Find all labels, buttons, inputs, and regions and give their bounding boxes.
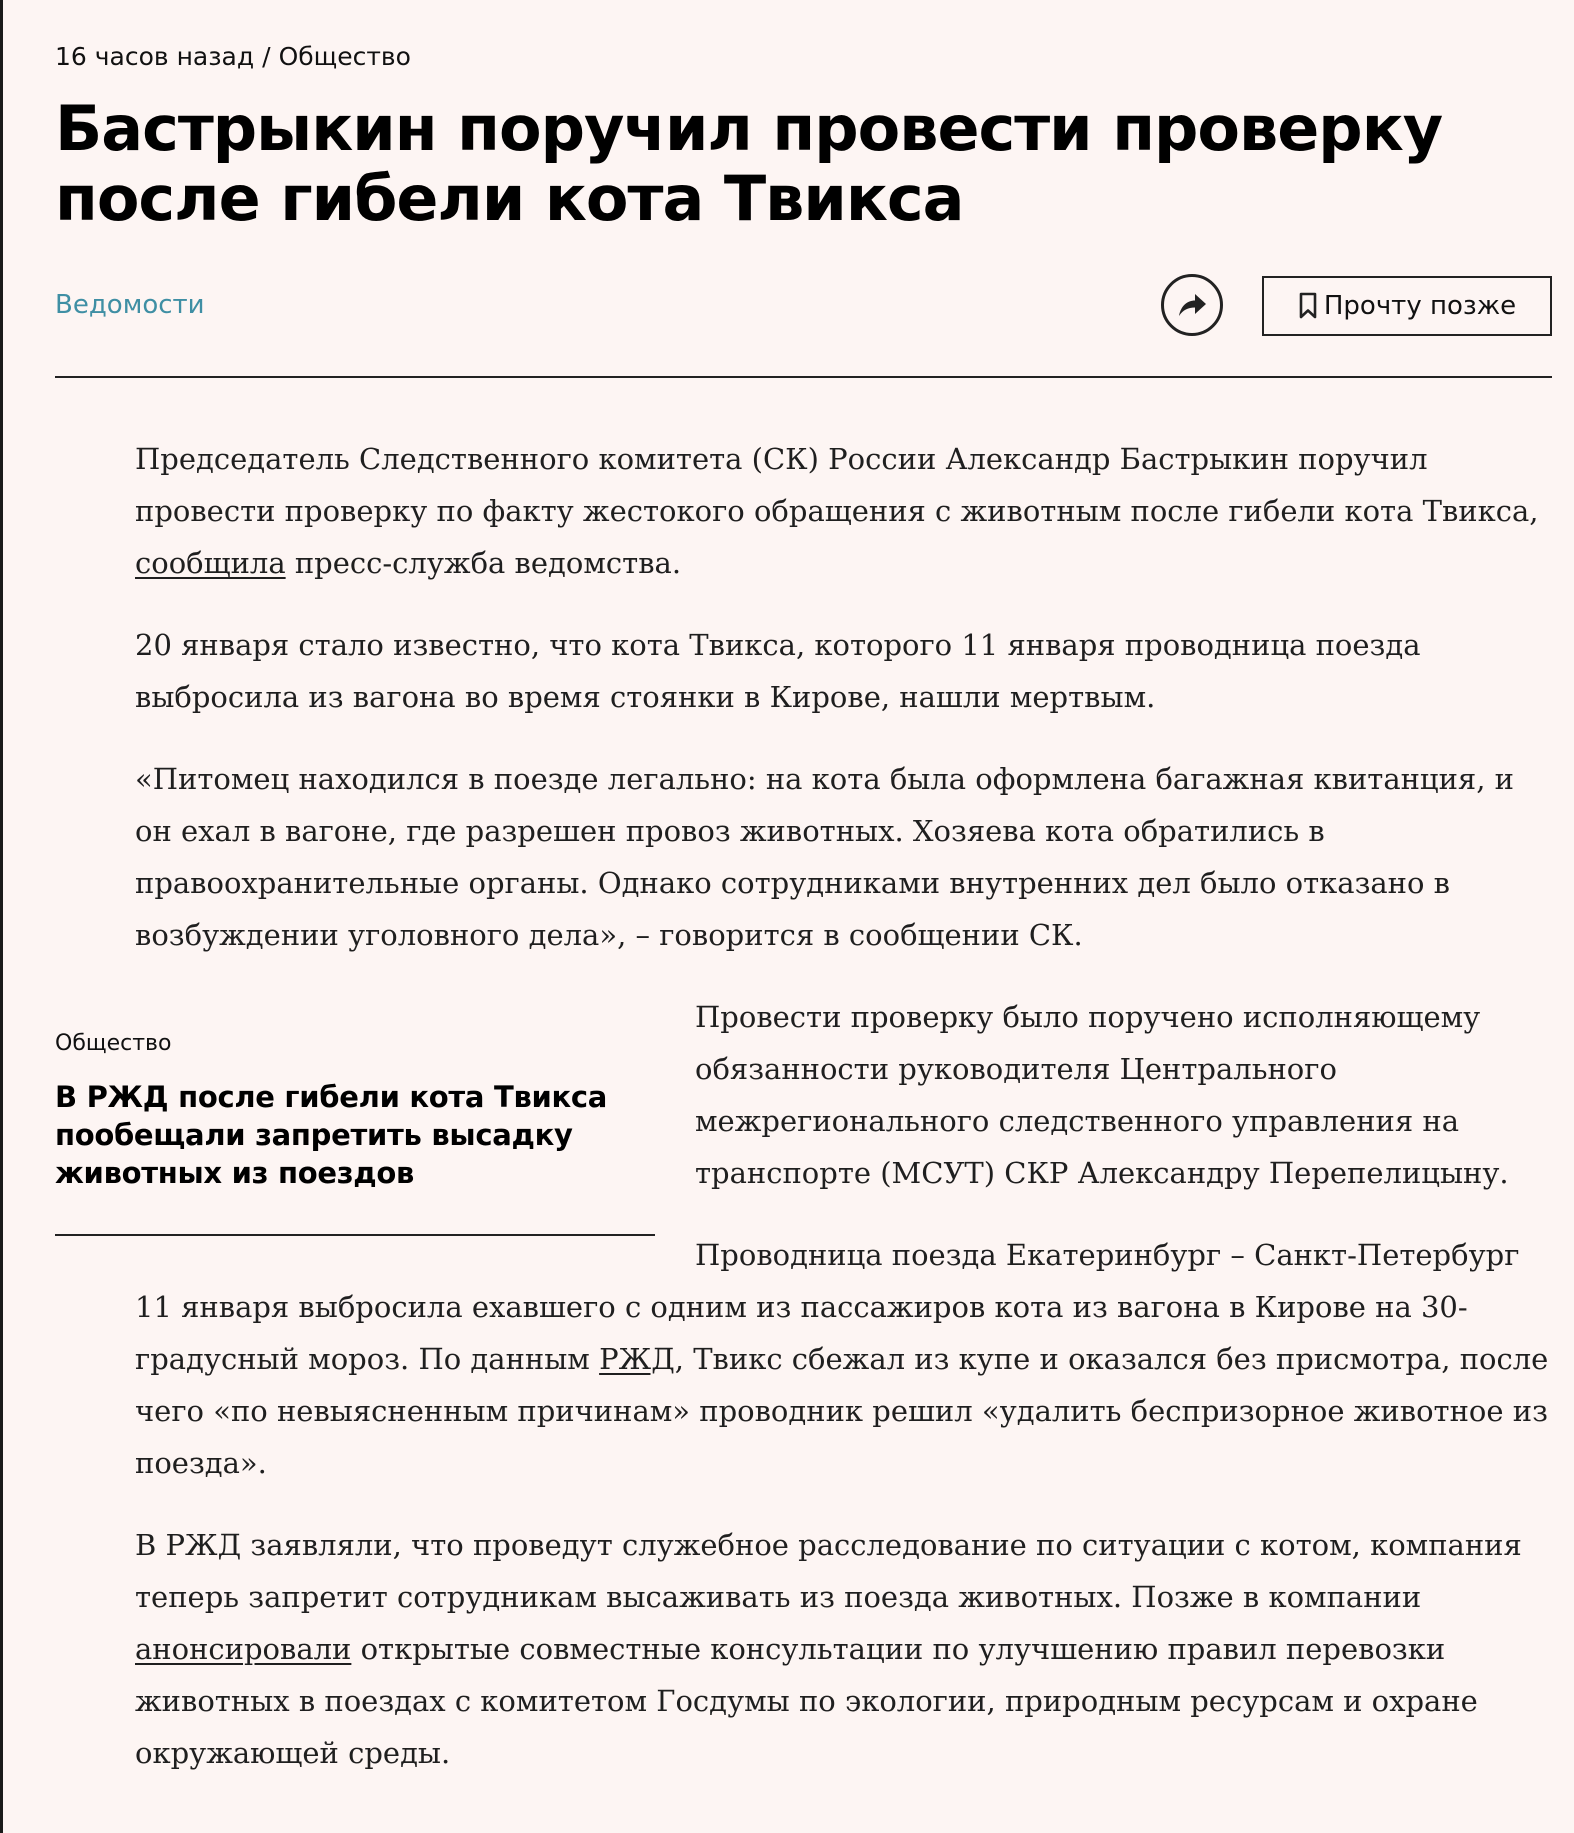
header-divider — [55, 376, 1552, 378]
read-later-button[interactable] — [1262, 276, 1552, 336]
share-arrow-icon — [1176, 291, 1208, 319]
paragraph-text: , Твикс сбежал из купе и оказался без присмотра, после чего «по невыясненным причинам» проводник решил «удалить беспризорное животное из поезда». — [135, 1342, 1549, 1480]
article-body — [55, 433, 1552, 1809]
article-meta — [55, 42, 411, 71]
share-button[interactable] — [1161, 274, 1223, 336]
meta-separator: / — [262, 42, 271, 71]
paragraph: 20 января стало известно, что кота Твикса, которого 11 января проводница поезда выбросила из вагона во время стоянки в Кирове, нашли мертвым. — [135, 628, 1421, 714]
paragraph: Провести проверку было поручено исполняющему обязанности руководителя Центрального межрегионального следственного управления на транспорте (МСУТ) СКР Александру Перепелицыну. — [695, 1000, 1509, 1190]
bookmark-icon — [1298, 292, 1318, 320]
rzd-inline-link[interactable]: РЖД — [599, 1342, 675, 1376]
paragraph: «Питомец находился в поезде легально: на кота была оформлена багажная квитанция, и он ехал в вагоне, где разрешен провоз животных. Хозяева кота обратились в правоохранительные органы. Однако сотрудниками внутренних дел было отказано в возбуждении уголовного дела», – говорится в сообщении СК. — [135, 762, 1514, 952]
paragraph-text: Председатель Следственного комитета (СК) России Александр Бастрыкин поручил провести проверку по факту жестокого обращения с животным после гибели кота Твикса, — [135, 442, 1539, 528]
related-title[interactable]: В РЖД после гибели кота Твикса пообещали запретить высадку животных из поездов — [55, 1080, 608, 1190]
source-inline-link[interactable]: сообщила — [135, 546, 286, 580]
paragraph-text: пресс-служба ведомства. — [285, 546, 682, 580]
paragraph — [135, 1229, 1552, 1489]
source-link[interactable]: Ведомости — [55, 290, 205, 320]
announced-inline-link[interactable]: анонсировали — [135, 1632, 352, 1666]
related-news-card[interactable] — [55, 1031, 655, 1236]
paragraph-text: открытые совместные консультации по улучшению правил перевозки животных в поездах с комитетом Госдумы по экологии, природным ресурсам и охране окружающей среды. — [135, 1632, 1478, 1770]
paragraph — [135, 1519, 1552, 1779]
related-category[interactable]: Общество — [55, 1031, 172, 1056]
paragraph-text: Проводница поезда Екатеринбург – Санкт-Петербург 11 января выбросила ехавшего с одним из пассажиров кота из вагона в Кирове на 30-градусный мороз. По данным — [135, 1238, 1520, 1376]
paragraph-text: В РЖД заявляли, что проведут служебное расследование по ситуации с котом, компания теперь запретит сотрудникам высаживать из поезда животных. Позже в компании — [135, 1528, 1522, 1614]
meta-category[interactable]: Общество — [278, 42, 411, 71]
publish-time: 16 часов назад — [55, 42, 255, 71]
read-later-label: Прочту позже — [1323, 291, 1517, 321]
paragraph — [135, 433, 1552, 589]
article-headline: Бастрыкин поручил провести проверку после гибели кота Твикса — [55, 92, 1443, 235]
